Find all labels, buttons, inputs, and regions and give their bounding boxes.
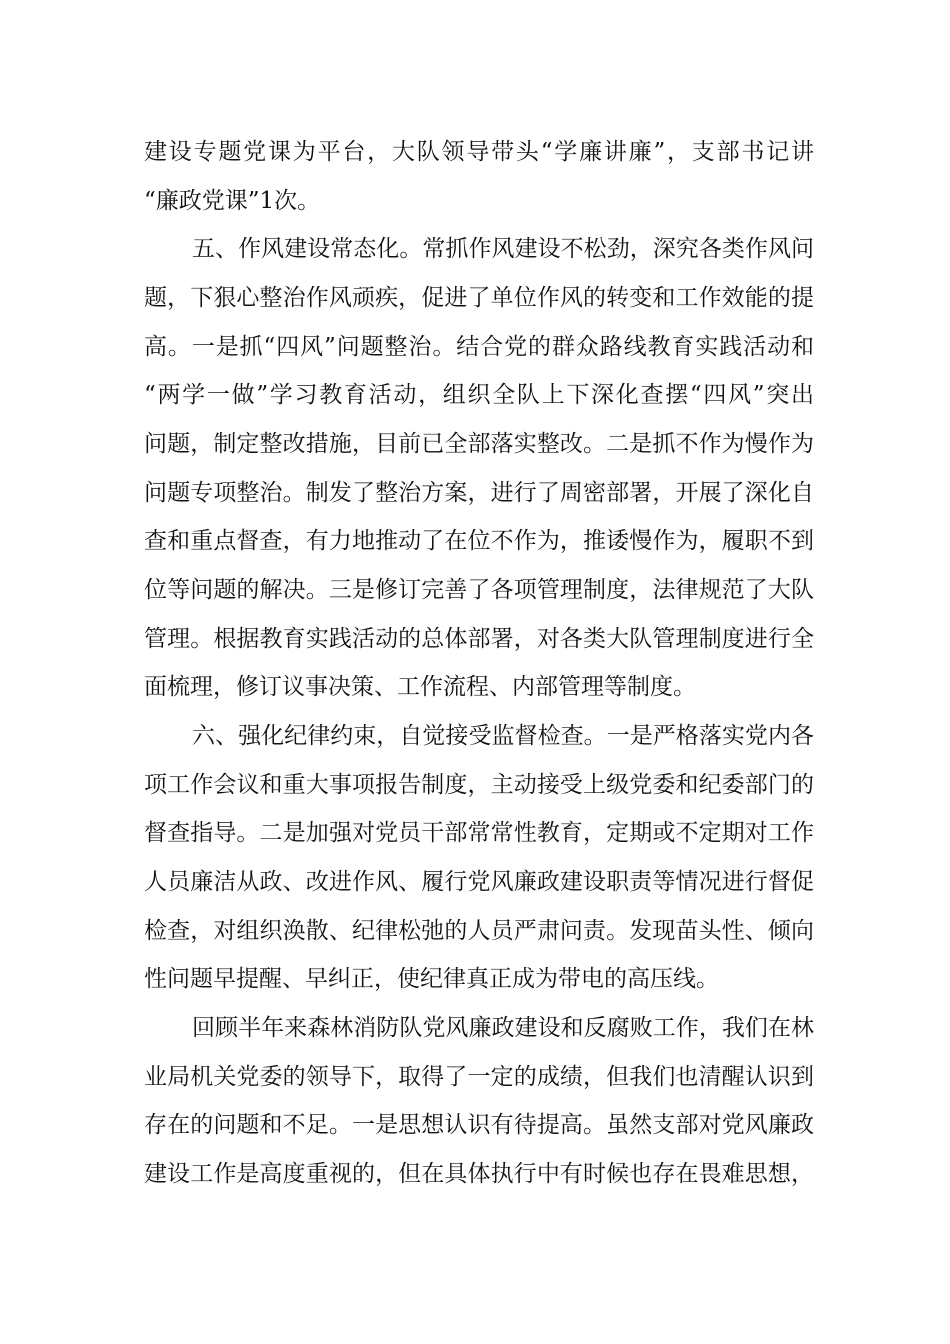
text-line: 面梳理，修订议事决策、工作流程、内部管理等制度。 — [144, 674, 696, 700]
text-line: 高。一是抓“四风”问题整治。结合党的群众路线教育实践活动和 — [144, 334, 814, 360]
text-line: 建设专题党课为平台，大队领导带头“学廉讲廉”，支部书记讲 — [144, 139, 814, 165]
text-line: 问题专项整治。制发了整治方案，进行了周密部署，开展了深化自 — [144, 480, 814, 506]
text-line: 建设工作是高度重视的，但在具体执行中有时候也存在畏难思想， — [144, 1161, 814, 1187]
text-line: 业局机关党委的领导下，取得了一定的成绩，但我们也清醒认识到 — [144, 1064, 814, 1090]
text-line: 存在的问题和不足。一是思想认识有待提高。虽然支部对党风廉政 — [144, 1112, 814, 1138]
text-line: 问题，制定整改措施，目前已全部落实整改。二是抓不作为慢作为 — [144, 431, 814, 457]
paragraph-first-line: 五、作风建设常态化。常抓作风建设不松劲，深究各类作风问 — [192, 236, 814, 262]
text-line: 检查，对组织涣散、纪律松弛的人员严肃问责。发现苗头性、倾向 — [144, 918, 814, 944]
text-line: “廉政党课”1次。 — [144, 188, 321, 214]
text-line: 项工作会议和重大事项报告制度，主动接受上级党委和纪委部门的 — [144, 772, 814, 798]
text-line: 管理。根据教育实践活动的总体部署，对各类大队管理制度进行全 — [144, 626, 814, 652]
text-line: 督查指导。二是加强对党员干部常常性教育，定期或不定期对工作 — [144, 820, 814, 846]
paragraph-first-line: 回顾半年来森林消防队党风廉政建设和反腐败工作，我们在林 — [192, 1015, 814, 1041]
text-line: 查和重点督查，有力地推动了在位不作为，推诿慢作为，履职不到 — [144, 528, 814, 554]
text-line: 人员廉洁从政、改进作风、履行党风廉政建设职责等情况进行督促 — [144, 869, 814, 895]
text-line: “两学一做”学习教育活动，组织全队上下深化查摆“四风”突出 — [144, 382, 814, 408]
paragraph-first-line: 六、强化纪律约束，自觉接受监督检查。一是严格落实党内各 — [192, 723, 814, 749]
text-line: 性问题早提醒、早纠正，使纪律真正成为带电的高压线。 — [144, 966, 719, 992]
text-line: 位等问题的解决。三是修订完善了各项管理制度，法律规范了大队 — [144, 577, 814, 603]
text-line: 题，下狠心整治作风顽疾，促进了单位作风的转变和工作效能的提 — [144, 285, 814, 311]
